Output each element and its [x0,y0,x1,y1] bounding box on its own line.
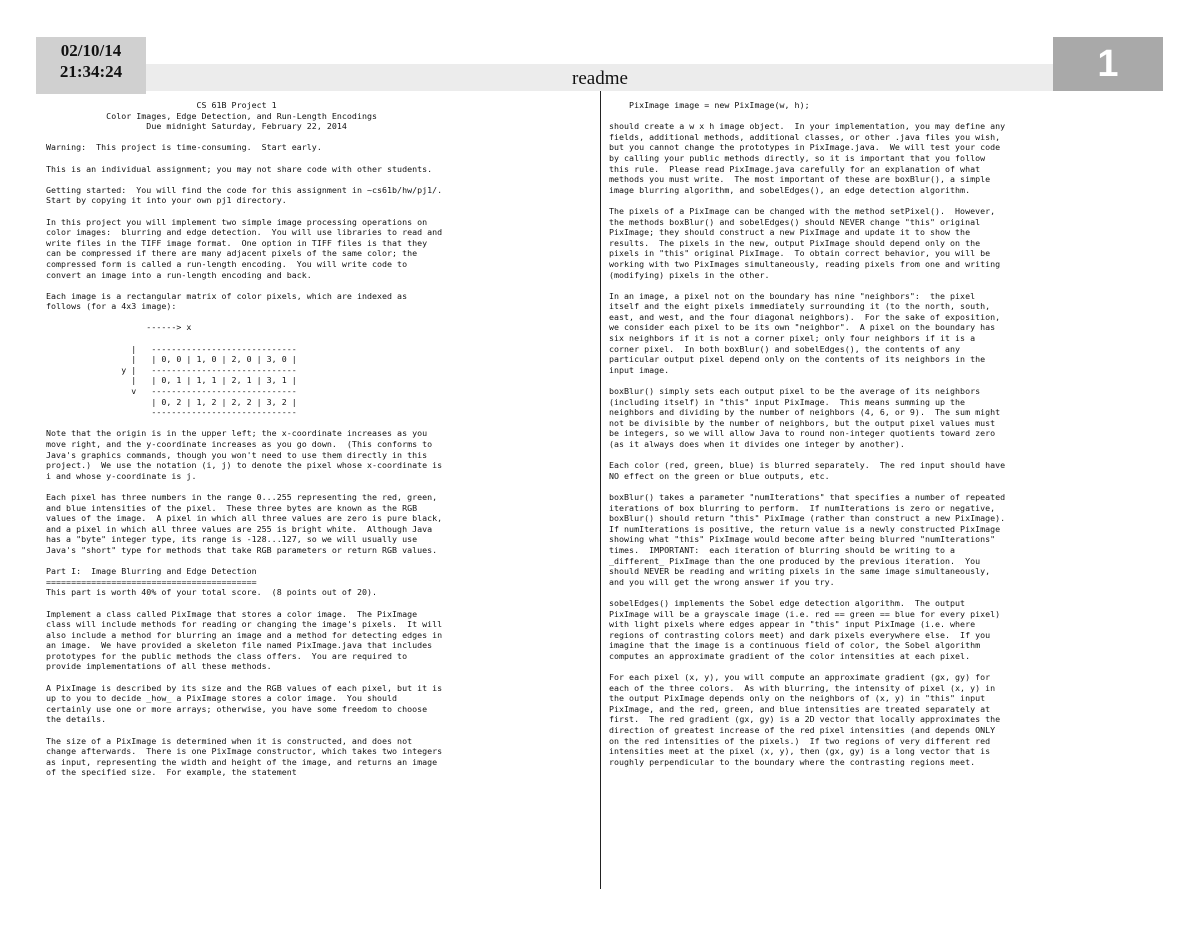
text-line: corner pixel. In both boxBlur() and sobelEdges(), the contents of any [609,343,961,354]
text-line: neighbors and dividing by the number of neighbors (4, 6, or 9). The sum might [609,407,1001,418]
text-line: methods you must write. The most important of these are boxBlur(), a simple [609,174,991,185]
column-divider [600,91,601,889]
text-line: (modifying) pixels in the other. [609,269,770,280]
text-line: particular output pixel depend only on the contents of its neighbors in the [609,354,986,365]
text-line: Warning: This project is time-consuming. Start early. [46,142,322,153]
text-line: (including itself) in "this" input PixImage. This means summing up the [609,396,966,407]
text-line: should NEVER be reading and writing pixels in the same image simultaneously, [609,566,991,577]
text-line: If numIterations is positive, the return value is a newly constructed PixImage [609,523,1001,534]
text-line: i and whose y-coordinate is j. [46,470,197,481]
text-line [609,587,1194,598]
text-line: | | 0, 0 | 1, 0 | 2, 0 | 3, 0 | [46,354,297,365]
text-line: Getting started: You will find the code for this assignment in ~cs61b/hw/pj1/. [46,184,443,195]
text-line: working with two PixImages simultaneously, reading pixels from one and writing [609,258,1001,269]
text-line: intensities meet at the pixel (x, y), then (gx, gy) is a long vector that is [609,746,991,757]
text-line: The size of a PixImage is determined when it is constructed, and does not [46,735,413,746]
text-line: y | ----------------------------- [46,364,297,375]
text-line [46,312,594,323]
text-line: In an image, a pixel not on the boundary has nine "neighbors": the pixel [609,290,976,301]
text-line: six neighbors if it is not a corner pixel; only four neighbors if it is a [609,333,976,344]
text-line: with light pixels where edges appear in "this" input PixImage (i.e. where [609,619,976,630]
text-line [609,481,1194,492]
text-line: pixels in "this" original PixImage. To obtain correct behavior, you will be [609,248,991,259]
text-line: | | 0, 1 | 1, 1 | 2, 1 | 3, 1 | [46,375,297,386]
text-line: not be divisible by the number of neighbors, but the output pixel values must [609,417,996,428]
text-line: A PixImage is described by its size and the RGB values of each pixel, but it is [46,682,443,693]
text-line: write files in the TIFF image format. One option in TIFF files is that they [46,237,428,248]
text-line: fields, additional methods, additional classes, or other .java files you wish, [609,131,1001,142]
print-time: 21:34:24 [59,62,123,81]
print-date: 02/10/14 [60,41,122,60]
text-line: provide implementations of all these methods. [46,661,272,672]
text-line: ----------------------------- [46,407,297,418]
text-line: this rule. Please read PixImage.java carefully for an explanation of what [609,163,981,174]
text-line: Each color (red, green, blue) is blurred separately. The red input should have [609,460,1006,471]
text-line: also include a method for blurring an image and a method for detecting edges in [46,629,443,640]
text-line: and a pixel in which all three values are 255 is bright white. Although Java [46,523,433,534]
text-line: Each pixel has three numbers in the range 0...255 representing the red, green, [46,491,438,502]
text-line [46,174,594,185]
text-line: results. The pixels in the new, output PixImage should depend only on the [609,237,981,248]
text-line [46,556,594,567]
text-line: computes an approximate gradient of the color intensities at each pixel. [609,650,971,661]
text-line: PixImage will be a grayscale image (i.e. red == green == blue for every pixel) [609,608,1001,619]
text-line: project.) We use the notation (i, j) to denote the pixel whose x-coordinate is [46,460,443,471]
text-line: values of the image. A pixel in which all three values are zero is pure black, [46,513,443,524]
text-line: PixImage; they should construct a new PixImage and update it to show the [609,227,971,238]
text-line [46,132,594,143]
text-line: by calling your public methods directly, so it is important that you follow [609,152,986,163]
text-line: of the specified size. For example, the statement [46,767,297,778]
text-line: boxBlur() should return "this" PixImage (rather than construct a new PixImage). [609,513,1006,524]
text-line: iterations of box blurring to perform. If numIterations is zero or negative, [609,502,996,513]
text-line: convert an image into a run-length encoding and back. [46,269,312,280]
text-line: as input, representing the width and height of the image, and returns an image [46,756,438,767]
text-line: Each image is a rectangular matrix of color pixels, which are indexed as [46,290,408,301]
text-line [46,598,594,609]
text-line: and you will get the wrong answer if you try. [609,576,835,587]
text-line: This part is worth 40% of your total score. (8 points out of 20). [46,587,377,598]
text-line [46,725,594,736]
text-line [609,450,1194,461]
text-line: color images: blurring and edge detection. You will use libraries to read and [46,227,443,238]
text-line: Part I: Image Blurring and Edge Detection [46,566,257,577]
document-title: readme [572,68,628,89]
text-line: PixImage, and the red, green, and blue intensities are treated separately at [609,703,991,714]
text-line: boxBlur() simply sets each output pixel to be the average of its neighbors [609,386,981,397]
text-line: Start by copying it into your own pj1 directory. [46,195,287,206]
text-line: itself and the eight pixels immediately surrounding it (to the north, south, [609,301,991,312]
text-line: and blue intensities of the pixel. These three bytes are known as the RGB [46,502,418,513]
text-line: compressed form is called a run-length encoding. You will write code to [46,258,408,269]
text-line: the output PixImage depends only on the neighbors of (x, y) in "this" input [609,693,986,704]
text-line: In this project you will implement two simple image processing operations on [46,216,428,227]
text-line: The pixels of a PixImage can be changed with the method setPixel(). However, [609,205,996,216]
text-line: boxBlur() takes a parameter "numIterations" that specifies a number of repeated [609,491,1006,502]
text-line: first. The red gradient (gx, gy) is a 2D vector that locally approximates the [609,714,1001,725]
text-line [609,111,1194,122]
text-line: change afterwards. There is one PixImage constructor, which takes two integers [46,746,443,757]
text-line: Note that the origin is in the upper left; the x-coordinate increases as you [46,428,428,439]
text-line [46,672,594,683]
text-line: PixImage image = new PixImage(w, h); [609,100,810,110]
text-line [46,418,594,429]
text-line: (as it always does when it divides one integer by another). [609,439,905,449]
text-line: roughly perpendicular to the boundary where the contrasting regions meet. [609,756,976,767]
text-line: the details. [46,714,107,725]
text-line: Color Images, Edge Detection, and Run-Length Encodings [46,110,377,121]
text-line: regions of contrasting colors meet) and dark pixels everywhere else. If you [609,629,991,640]
text-line: CS 61B Project 1 [46,100,277,110]
text-line: an image. We have provided a skeleton file named PixImage.java that includes [46,640,433,651]
text-line [609,195,1194,206]
text-line: NO effect on the green or blue outputs, etc. [609,470,830,481]
text-line: Implement a class called PixImage that stores a color image. The PixImage [46,608,418,619]
text-line [46,333,594,344]
text-line: Java's graphics commands, though you won't need to use them directly in this [46,449,428,460]
text-line: has a "byte" integer type, its range is -128...127, so we will usually use [46,534,418,545]
text-line: move right, and the y-coordinate increases as you go down. (This conforms to [46,439,433,449]
left-text-column [46,100,594,778]
page-number: 1 [1053,37,1163,91]
text-line: v ----------------------------- [46,386,297,397]
text-line: times. IMPORTANT: each iteration of blurring should be writing to a [609,544,956,555]
text-line: | ----------------------------- [46,343,297,354]
text-line [46,280,594,291]
text-line: on the red intensities of the pixels.) If two regions of very different red [609,735,991,746]
text-line: the methods boxBlur() and sobelEdges() should NEVER change "this" original [609,216,981,227]
text-line [609,375,1194,386]
text-line: sobelEdges() implements the Sobel edge detection algorithm. The output [609,597,966,608]
right-text-column [609,100,1194,767]
text-line: up to you to decide _how_ a PixImage stores a color image. You should [46,693,398,704]
text-line: but you cannot change the prototypes in PixImage.java. We will test your code [609,142,1001,153]
text-line: ------> x [46,322,192,333]
text-line: For each pixel (x, y), you will compute an approximate gradient (gx, gy) for [609,672,991,683]
print-timestamp [36,37,146,94]
text-line: certainly use one or more arrays; otherwise, you have some freedom to choose [46,703,428,714]
text-line: follows (for a 4x3 image): [46,301,177,312]
text-line [46,206,594,217]
text-line: can be compressed if there are many adjacent pixels of the same color; the [46,248,418,259]
text-line: Due midnight Saturday, February 22, 2014 [46,121,347,132]
text-line: east, and west, and the four diagonal neighbors). For the sake of exposition, [609,311,1001,322]
text-line [46,481,594,492]
text-line: ========================================== [46,576,257,587]
text-line: we consider each pixel to be its own "neighbor". A pixel on the boundary has [609,322,996,333]
text-line: showing what "this" PixImage would become after being blurred "numIterations" [609,534,996,545]
text-line: each of the three colors. As with blurring, the intensity of pixel (x, y) in [609,682,996,693]
text-line [609,280,1194,291]
text-line [46,153,594,164]
text-line: class will include methods for reading or changing the image's pixels. It will [46,619,443,630]
text-line: image blurring algorithm, and sobelEdges(), an edge detection algorithm. [609,184,971,195]
text-line: This is an individual assignment; you may not share code with other students. [46,163,433,174]
text-line: direction of greatest increase of the red pixel intensities (and depends ONLY [609,725,996,736]
text-line: prototypes for the public methods the class offers. You are required to [46,650,408,661]
text-line: should create a w x h image object. In your implementation, you may define any [609,121,1006,132]
text-line: _different_ PixImage than the one produced by the previous iteration. You [609,555,981,566]
text-line: Java's "short" type for methods that take RGB parameters or return RGB values. [46,544,438,555]
text-line: input image. [609,364,670,375]
text-line [609,661,1194,672]
text-line: be integers, so we will allow Java to round non-integer quotients toward zero [609,428,996,439]
text-line: imagine that the image is a continuous field of color, the Sobel algorithm [609,640,981,651]
text-line: | 0, 2 | 1, 2 | 2, 2 | 3, 2 | [46,396,297,407]
